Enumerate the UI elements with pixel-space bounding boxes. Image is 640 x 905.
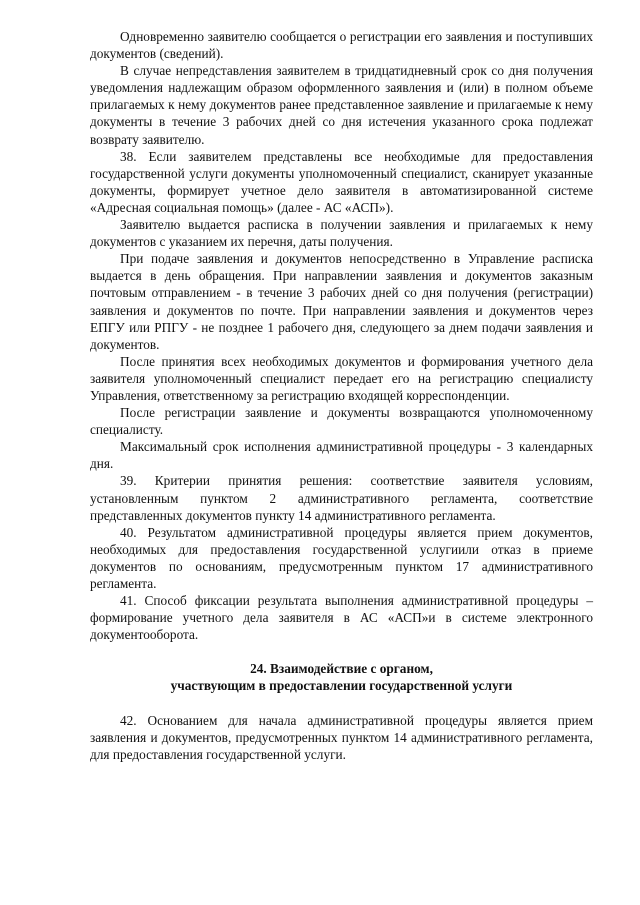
paragraph-40: 40. Результатом административной процедуры является прием документов, необходимых для предоставления государственной услугиили отказ в приеме документов по основаниям, предусмотренным пунктом 17 административного регламента. [90, 524, 593, 591]
paragraph-39: 39. Критерии принятия решения: соответствие заявителя условиям, установленным пунктом 2 административного регламента, соответствие представленных документов пункту 14 административного регламента. [90, 473, 593, 523]
section-heading-line-2: участвующим в предоставлении государственной услуги [170, 678, 513, 694]
spacer [90, 695, 593, 712]
section-heading-line-1: 24. Взаимодействие с органом, [250, 661, 433, 677]
paragraph-max-term: Максимальный срок исполнения административной процедуры - 3 календарных дня. [90, 439, 593, 472]
spacer [90, 643, 593, 660]
paragraph-registration-notice: Одновременно заявителю сообщается о регистрации его заявления и поступивших документов (сведений). [90, 29, 593, 62]
paragraph-transfer-registration: После принятия всех необходимых документов и формирования учетного дела заявителя уполномоченный специалист передает его на регистрацию специалисту Управления, ответственному за регистрацию входящей корреспонденции. [90, 353, 593, 403]
document-page [90, 28, 593, 763]
paragraph-38: 38. Если заявителем представлены все необходимые для предоставления государственной услуги документы уполномоченный специалист, сканирует указанные документы, формирует учетное дело заявителя в автоматизированной системе «Адресная социальная помощь» (далее - АС «АСП»). [90, 148, 593, 215]
paragraph-return-documents: В случае непредставления заявителем в тридцатидневный срок со дня получения уведомления надлежащим образом оформленного заявления и (или) в полном объеме прилагаемых к нему документов ранее представленное заявление и прилагаемые к нему документы в течение 3 рабочих дней со дня истечения указанного срока подлежат возврату заявителю. [90, 63, 593, 147]
paragraph-41: 41. Способ фиксации результата выполнения административной процедуры –формирование учетного дела заявителя в АС «АСП»и в системе электронного документооборота. [90, 593, 593, 643]
section-heading [90, 660, 593, 694]
paragraph-receipt: Заявителю выдается расписка в получении заявления и прилагаемых к нему документов с указанием их перечня, даты получения. [90, 217, 593, 250]
paragraph-42: 42. Основанием для начала административной процедуры является прием заявления и документов, предусмотренных пунктом 14 административного регламента, для предоставления государственной услуги. [90, 712, 593, 762]
paragraph-return-to-specialist: После регистрации заявление и документы возвращаются уполномоченному специалисту. [90, 405, 593, 438]
paragraph-receipt-timing: При подаче заявления и документов непосредственно в Управление расписка выдается в день обращения. При направлении заявления и документов заказным почтовым отправлением - в течение 3 рабочих дней со дня получения (регистрации) заявления и документов по почте. При направлении заявления и документов через ЕПГУ или РПГУ - не позднее 1 рабочего дня, следующего за днем подачи заявления и документов. [90, 251, 593, 352]
